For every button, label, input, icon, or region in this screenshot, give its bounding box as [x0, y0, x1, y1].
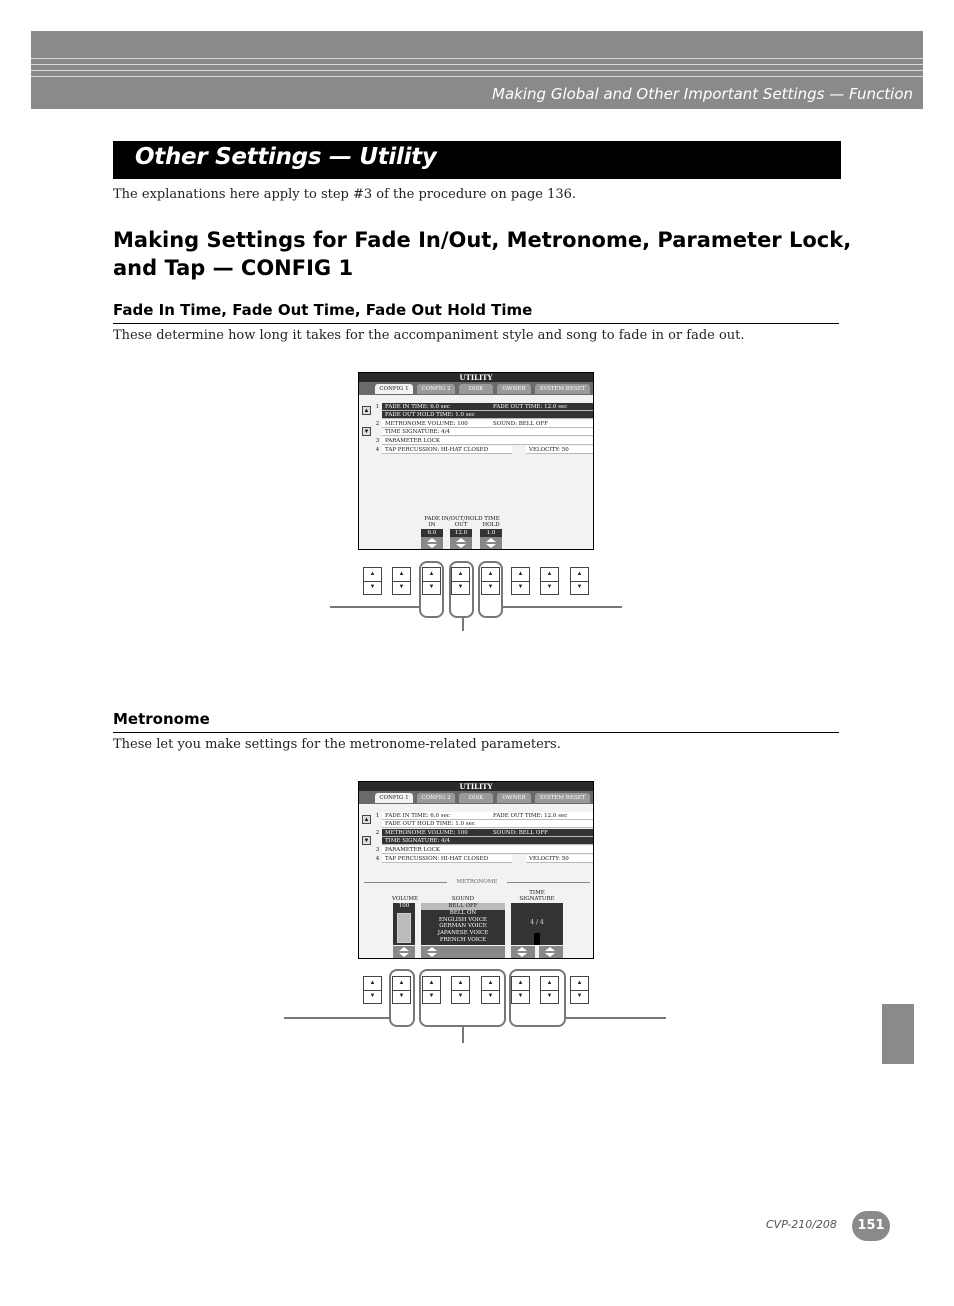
lcd-row: 4 TAP PERCUSSION: HI-HAT CLOSED VELOCITY: 50 — [374, 855, 594, 863]
volume-slider — [393, 903, 415, 945]
up-arrow-icon[interactable]: ▲ — [571, 977, 588, 991]
sound-option: ENGLISH VOICE — [438, 916, 488, 923]
down-arrow-icon[interactable]: ▼ — [546, 993, 553, 999]
highlight-ring — [478, 561, 503, 618]
side-up-icon: ▲ — [363, 817, 370, 823]
tab-disk: DISK — [459, 384, 493, 394]
callout-line — [462, 618, 464, 631]
subsection-title-metronome: Metronome — [113, 710, 210, 728]
sound-option: BELL ON — [449, 909, 477, 916]
hold-label: HOLD — [482, 522, 500, 528]
time-signature-box — [511, 903, 563, 945]
down-arrow-icon[interactable]: ▼ — [576, 584, 583, 590]
down-arrow-icon[interactable]: ▼ — [576, 993, 583, 999]
tab-disk: DISK — [459, 793, 493, 803]
sound-option: JAPANESE VOICE — [437, 930, 489, 937]
intro-text: The explanations here apply to step #3 of the procedure on page 136. — [113, 187, 577, 202]
lcd-title: UTILITY — [359, 373, 593, 382]
tab-system-reset: SYSTEM RESET — [535, 793, 590, 803]
down-arrow-icon — [393, 952, 415, 958]
lcd-screen-metronome — [358, 781, 594, 959]
sound-label: SOUND — [451, 896, 475, 902]
down-arrow-icon[interactable]: ▼ — [369, 584, 376, 590]
panel-updown-button[interactable] — [511, 567, 530, 595]
lcd-row: 3 PARAMETER LOCK — [374, 846, 594, 854]
panel-updown-button[interactable] — [540, 567, 559, 595]
lcd-row: TIME SIGNATURE: 4/4 — [374, 837, 594, 845]
callout-line — [330, 606, 419, 608]
down-arrow-icon[interactable]: ▼ — [546, 584, 553, 590]
sound-list — [421, 903, 505, 945]
lcd-row: 1 FADE IN TIME: 6.0 sec FADE OUT TIME: 12.0 sec — [374, 403, 594, 411]
up-arrow-icon[interactable]: ▲ — [541, 568, 558, 582]
lcd-row: 4 TAP PERCUSSION: HI-HAT CLOSED VELOCITY: 50 — [374, 446, 594, 454]
sound-option: FRENCH VOICE — [439, 936, 487, 943]
down-arrow-icon — [450, 543, 472, 549]
down-arrow-icon — [421, 543, 443, 549]
up-arrow-icon[interactable]: ▲ — [512, 977, 529, 991]
tab-system-reset: SYSTEM RESET — [535, 384, 590, 394]
tab-config-2: CONFIG 2 — [417, 793, 455, 803]
lcd-screen-fade — [358, 372, 594, 550]
main-heading: Making Settings for Fade In/Out, Metronome, Parameter Lock, and Tap — CONFIG 1 — [113, 228, 852, 280]
fade-in-label: IN — [428, 522, 436, 528]
callout-line — [566, 1017, 666, 1019]
panel-updown-button[interactable] — [363, 976, 382, 1004]
header-stripes — [31, 58, 923, 86]
time-signature-value: 4 / 4 — [530, 919, 544, 926]
lcd-row: FADE OUT HOLD TIME: 1.0 sec — [374, 820, 594, 828]
sound-option: GERMAN VOICE — [439, 923, 487, 930]
volume-value: 100 — [398, 903, 410, 909]
highlight-ring — [449, 561, 474, 618]
up-arrow-icon[interactable]: ▲ — [393, 977, 410, 991]
panel-updown-button[interactable] — [363, 567, 382, 595]
config-panel — [374, 398, 594, 456]
fade-out-value: 12.0 — [450, 529, 472, 537]
subsection-title-fade: Fade In Time, Fade Out Time, Fade Out Hold Time — [113, 301, 533, 319]
up-arrow-icon[interactable]: ▲ — [364, 977, 381, 991]
side-down-icon: ▼ — [363, 429, 370, 435]
up-arrow-icon[interactable]: ▲ — [393, 568, 410, 582]
fade-out-label: OUT — [454, 522, 468, 528]
up-arrow-icon[interactable]: ▲ — [364, 568, 381, 582]
subsection-rule — [113, 732, 839, 733]
down-arrow-icon[interactable]: ▼ — [369, 993, 376, 999]
running-title: Making Global and Other Important Settings — Function — [492, 85, 913, 103]
up-arrow-icon[interactable]: ▲ — [452, 568, 469, 582]
down-arrow-icon — [539, 952, 563, 958]
section-title-bar — [113, 141, 841, 179]
lcd-tab-bar — [359, 382, 593, 395]
tab-config-1: CONFIG 1 — [375, 384, 413, 394]
page-number: 151 — [852, 1211, 890, 1241]
callout-line — [284, 1017, 389, 1019]
down-arrow-icon[interactable]: ▼ — [398, 993, 405, 999]
section-title: Other Settings — Utility — [135, 144, 437, 170]
up-arrow-icon[interactable]: ▲ — [452, 977, 469, 991]
tab-owner: OWNER — [497, 384, 531, 394]
lcd-row: 2 METRONOME VOLUME: 100 SOUND: BELL OFF — [374, 420, 594, 428]
side-up-icon: ▲ — [363, 408, 370, 414]
model-name: CVP-210/208 — [766, 1218, 837, 1231]
lcd-row: TIME SIGNATURE: 4/4 — [374, 428, 594, 436]
down-arrow-icon[interactable]: ▼ — [428, 584, 435, 590]
panel-updown-button[interactable] — [570, 567, 589, 595]
subsection-text-fade: These determine how long it takes for the accompaniment style and song to fade in or fade out. — [113, 328, 745, 343]
panel-updown-button[interactable] — [570, 976, 589, 1004]
metronome-group-label: METRONOME — [447, 879, 507, 885]
lcd-row: 1 FADE IN TIME: 6.0 sec FADE OUT TIME: 12.0 sec — [374, 812, 594, 820]
down-arrow-icon[interactable]: ▼ — [428, 993, 435, 999]
volume-label: VOLUME — [391, 896, 419, 902]
volume-fill — [398, 914, 410, 942]
down-arrow-icon[interactable]: ▼ — [517, 993, 524, 999]
subsection-text-metronome: These let you make settings for the metronome-related parameters. — [113, 737, 561, 752]
down-arrow-icon[interactable]: ▼ — [487, 993, 494, 999]
up-arrow-icon[interactable]: ▲ — [423, 568, 440, 582]
down-arrow-icon — [480, 543, 502, 549]
highlight-ring — [509, 969, 566, 1027]
hold-value: 1.0 — [480, 529, 502, 537]
callout-line — [503, 606, 622, 608]
lcd-title: UTILITY — [359, 782, 593, 791]
down-arrow-icon — [511, 952, 535, 958]
tab-config-1: CONFIG 1 — [375, 793, 413, 803]
volume-track — [397, 913, 411, 943]
down-arrow-icon[interactable]: ▼ — [457, 584, 464, 590]
up-arrow-icon[interactable]: ▲ — [541, 977, 558, 991]
sound-option: BELL OFF — [421, 903, 505, 910]
chapter-side-tab — [882, 1004, 914, 1064]
down-arrow-icon — [421, 952, 505, 958]
time-signature-marker — [534, 933, 540, 945]
side-down-icon: ▼ — [363, 838, 370, 844]
up-arrow-icon[interactable]: ▲ — [571, 568, 588, 582]
running-header — [31, 31, 923, 109]
up-arrow-icon[interactable]: ▲ — [482, 568, 499, 582]
up-arrow-icon[interactable]: ▲ — [482, 977, 499, 991]
highlight-ring — [419, 561, 444, 618]
down-arrow-icon[interactable]: ▼ — [517, 584, 524, 590]
tab-config-2: CONFIG 2 — [417, 384, 455, 394]
lcd-row: 2 METRONOME VOLUME: 100 SOUND: BELL OFF — [374, 829, 594, 837]
highlight-ring — [389, 969, 415, 1027]
panel-updown-button[interactable] — [392, 567, 411, 595]
down-arrow-icon[interactable]: ▼ — [457, 993, 464, 999]
subsection-rule — [113, 323, 839, 324]
lcd-tab-bar — [359, 791, 593, 804]
fade-group-label: FADE IN/OUT/HOLD TIME — [424, 516, 500, 522]
config-panel — [374, 807, 594, 865]
highlight-ring — [419, 969, 506, 1027]
callout-line — [462, 1027, 464, 1043]
time-signature-label: TIME SIGNATURE — [519, 890, 555, 902]
tab-owner: OWNER — [497, 793, 531, 803]
down-arrow-icon[interactable]: ▼ — [487, 584, 494, 590]
fade-in-value: 6.0 — [421, 529, 443, 537]
down-arrow-icon[interactable]: ▼ — [398, 584, 405, 590]
up-arrow-icon[interactable]: ▲ — [423, 977, 440, 991]
up-arrow-icon[interactable]: ▲ — [512, 568, 529, 582]
lcd-row: FADE OUT HOLD TIME: 1.0 sec — [374, 411, 594, 419]
lcd-row: 3 PARAMETER LOCK — [374, 437, 594, 445]
